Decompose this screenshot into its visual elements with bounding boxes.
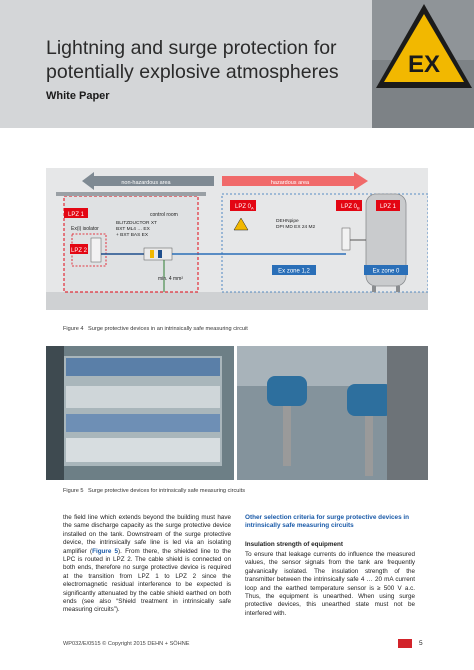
svg-text:LPZ 0A: LPZ $0_A$ <box>235 204 254 211</box>
hazardous-label: hazardous area <box>270 180 310 186</box>
lpz1-right-text: LPZ 1 <box>379 204 397 210</box>
title-line-1: Lightning and surge protection for <box>46 37 337 59</box>
figure-5-photo-transmitters <box>237 346 428 480</box>
svg-text:LPZ 0B: LPZ $0_B$ <box>341 204 360 211</box>
ex-zone0-text: Ex zone 0 <box>372 268 400 275</box>
figure-4-caption: Surge protective devices in an intrinsically safe measuring circuit <box>88 326 248 332</box>
dehn-logo <box>398 639 412 648</box>
figure-5-reference[interactable]: Figure 5 <box>92 547 119 555</box>
left-column-paragraph <box>63 514 231 615</box>
figure-4-diagram <box>46 168 428 310</box>
min-cross-section-label: min. 4 mm² <box>158 276 183 282</box>
ex-warning-sign-image <box>372 0 474 128</box>
figure-5-caption-number: Figure 5 <box>63 488 84 494</box>
non-hazardous-label: non-hazardous area <box>121 180 171 186</box>
blitzductor-label: BLITZDUCTOR XT BXT ML4 … EX + BXT BAS EX <box>116 221 157 238</box>
left-paragraph-part-1: the field line which extends beyond the building must have the same discharge capacity as the surge protective device installed on the tank. Downstream of the surge protective device, the intrinsically safe line is led via an isolating amplifier ( <box>63 514 231 555</box>
transmitter <box>342 228 350 250</box>
figure-4-caption-number: Figure 4 <box>63 326 84 332</box>
figure-5-photo-cabinet <box>46 346 234 480</box>
figure-5-caption: Surge protective devices for intrinsically safe measuring circuits <box>88 488 245 494</box>
exi-isolator-label: Ex(i) isolator <box>71 226 99 232</box>
title-line-2: potentially explosive atmospheres <box>46 61 339 83</box>
document-title <box>46 36 376 84</box>
sign-text: EX <box>407 51 441 78</box>
lpz2-text: LPZ 2 <box>70 248 88 254</box>
left-paragraph-part-2: ). From there, the shielded line to the LPC is routed in LPZ 2. The cable shield is connected on both ends, therefore no surge protective device is required at the transition from LPZ 1 to LPZ 2 since the electromagnetic residual interference to be expected is significantly attenuated by the cable shield earthed on both ends (see also “Shield treatment in intrinsically safe measuring circuits”). <box>63 547 231 614</box>
footer-copyright: WP032/E/0515 © Copyright 2015 DEHN + SÖHNE <box>63 641 190 647</box>
page-number: 5 <box>419 640 423 647</box>
control-room-label: control room <box>150 212 178 218</box>
subsection-heading: Insulation strength of equipment <box>245 541 343 548</box>
lpz1-left-text: LPZ 1 <box>67 212 85 218</box>
document-subtitle: White Paper <box>46 90 110 102</box>
section-heading: Other selection criteria for surge protective devices in intrinsically safe measuring circuits <box>245 514 410 530</box>
dehnpipe-label: DEHNpipe DPI MD EX 24 M2 <box>276 219 316 230</box>
ex-zone12-text: Ex zone 1,2 <box>278 268 310 275</box>
right-column-paragraph: To ensure that leakage currents do influence the measured values, the sensor signals from the tank are frequently galvanically isolated. The insulation strength of the transmitter between the intrinsically safe 4 … 20 mA current loop and the earthed temperature sensor is ≥ 500 V a.c. Thus, the equipment is unearthed. When using surge protective devices, this unearthed state must not be interfered with. <box>245 551 415 617</box>
isolator-device <box>91 238 101 262</box>
